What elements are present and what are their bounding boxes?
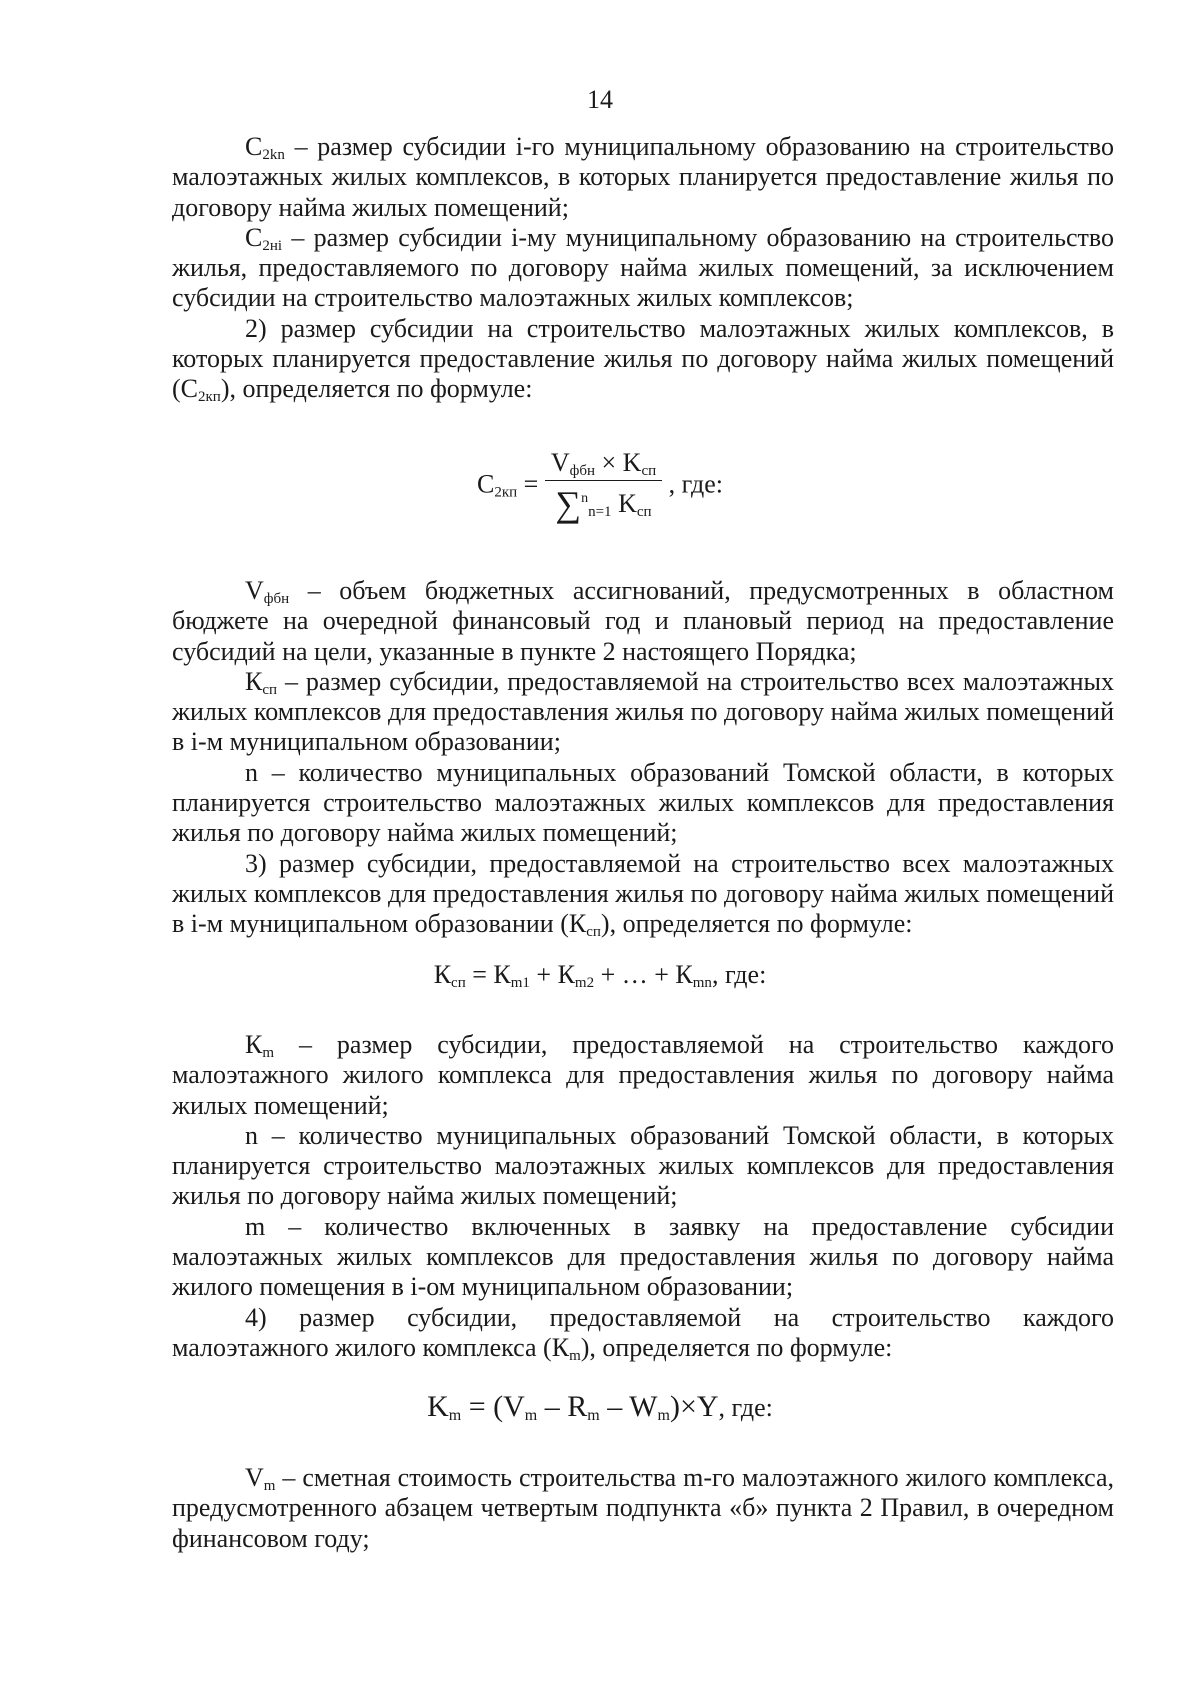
formula-km: $K_m = (V_m - R_m - W_m)\times Y$, где: (427, 1390, 773, 1424)
text-block-1 (172, 132, 1114, 405)
text-block-2 (172, 576, 1114, 940)
paragraph-n-2: n – количество муниципальных образований Томской области, в которых планируется строительство малоэтажных жилых комплексов для предоставления жилья по договору найма жилых помещений; (172, 1120, 1114, 1211)
paragraph-n: n – количество муниципальных образований Томской области, в которых планируется строительство малоэтажных жилых комплексов для предоставления жилья по договору найма жилых помещений; (172, 757, 1114, 848)
paragraph-c2ni: $С_{2нi}$ – размер субсидии i-му муниципальному образованию на строительство жилья, предоставляемого по договору найма жилых помещений, за исключением субсидии на строительство малоэтажных жилых комплексов; (172, 222, 1114, 313)
paragraph-item-3: 3) размер субсидии, предоставляемой на строительство всех малоэтажных жилых комплексов для предоставления жилья по договору найма жилых помещений в i-м муниципальном образовании $(К_{сп})$, определяется по формуле: (172, 848, 1114, 941)
fraction-numerator: $V_{фбн} \times K_{сп}$ (545, 448, 662, 481)
fraction-denominator: ∑$^n_{n=1}$ $K_{сп}$ (555, 484, 652, 524)
paragraph-vfbn: $V_{фбн}$ – объем бюджетных ассигнований, предусмотренных в областном бюджете на очередной финансовый год и плановый период на предоставление субсидий на цели, указанные в пункте 2 настоящего Порядка; (172, 576, 1114, 666)
formula-ksp: $К_{сп} = К_{m1} + К_{m2}$ + … + $К_{mn}$, где: (433, 960, 767, 991)
paragraph-m: m – количество включенных в заявку на предоставление субсидии малоэтажных жилых комплексов для предоставления жилья по договору найма жилого помещения в i-ом муниципальном образовании; (172, 1211, 1114, 1302)
page-number: 14 (587, 85, 613, 114)
paragraph-c2kn: $С_{2kn}$ – размер субсидии i-го муниципальному образованию на строительство малоэтажных жилых комплексов, в которых планируется предоставление жилья по договору найма жилых помещений; (172, 132, 1114, 222)
paragraph-item-4: 4) размер субсидии, предоставляемой на строительство каждого малоэтажного жилого комплекса $(К_m)$, определяется по формуле: (172, 1302, 1114, 1364)
paragraph-ksp: $К_{сп}$ – размер субсидии, предоставляемой на строительство всех малоэтажных жилых комплексов для предоставления жилья по договору найма жилых помещений в i-м муниципальном образовании; (172, 666, 1114, 757)
sum-sign: ∑ (555, 484, 582, 524)
paragraph-vm: $V_m$ – сметная стоимость строительства m-го малоэтажного жилого комплекса, предусмотренного абзацем четвертым подпункта «б» пункта 2 Правил, в очередном финансовом году; (172, 1463, 1114, 1553)
text-block-3 (172, 1030, 1114, 1363)
formula-c2kp: $С_{2кп}$ = $\frac{V_{фбн} \times K_{сп}}{\sum^n_{n=1} K_{сп}}$ , где: (476, 448, 724, 524)
fraction (545, 448, 662, 525)
paragraph-km: $К_m$ – размер субсидии, предоставляемой на строительство каждого малоэтажного жилого комплекса для предоставления жилья по договору найма жилых помещений; (172, 1030, 1114, 1120)
text-block-4 (172, 1463, 1114, 1554)
paragraph-item-2: 2) размер субсидии на строительство малоэтажных жилых комплексов, в которых планируется предоставление жилья по договору найма жилых помещений $(С_{2кп})$, определяется по формуле: (172, 313, 1114, 406)
